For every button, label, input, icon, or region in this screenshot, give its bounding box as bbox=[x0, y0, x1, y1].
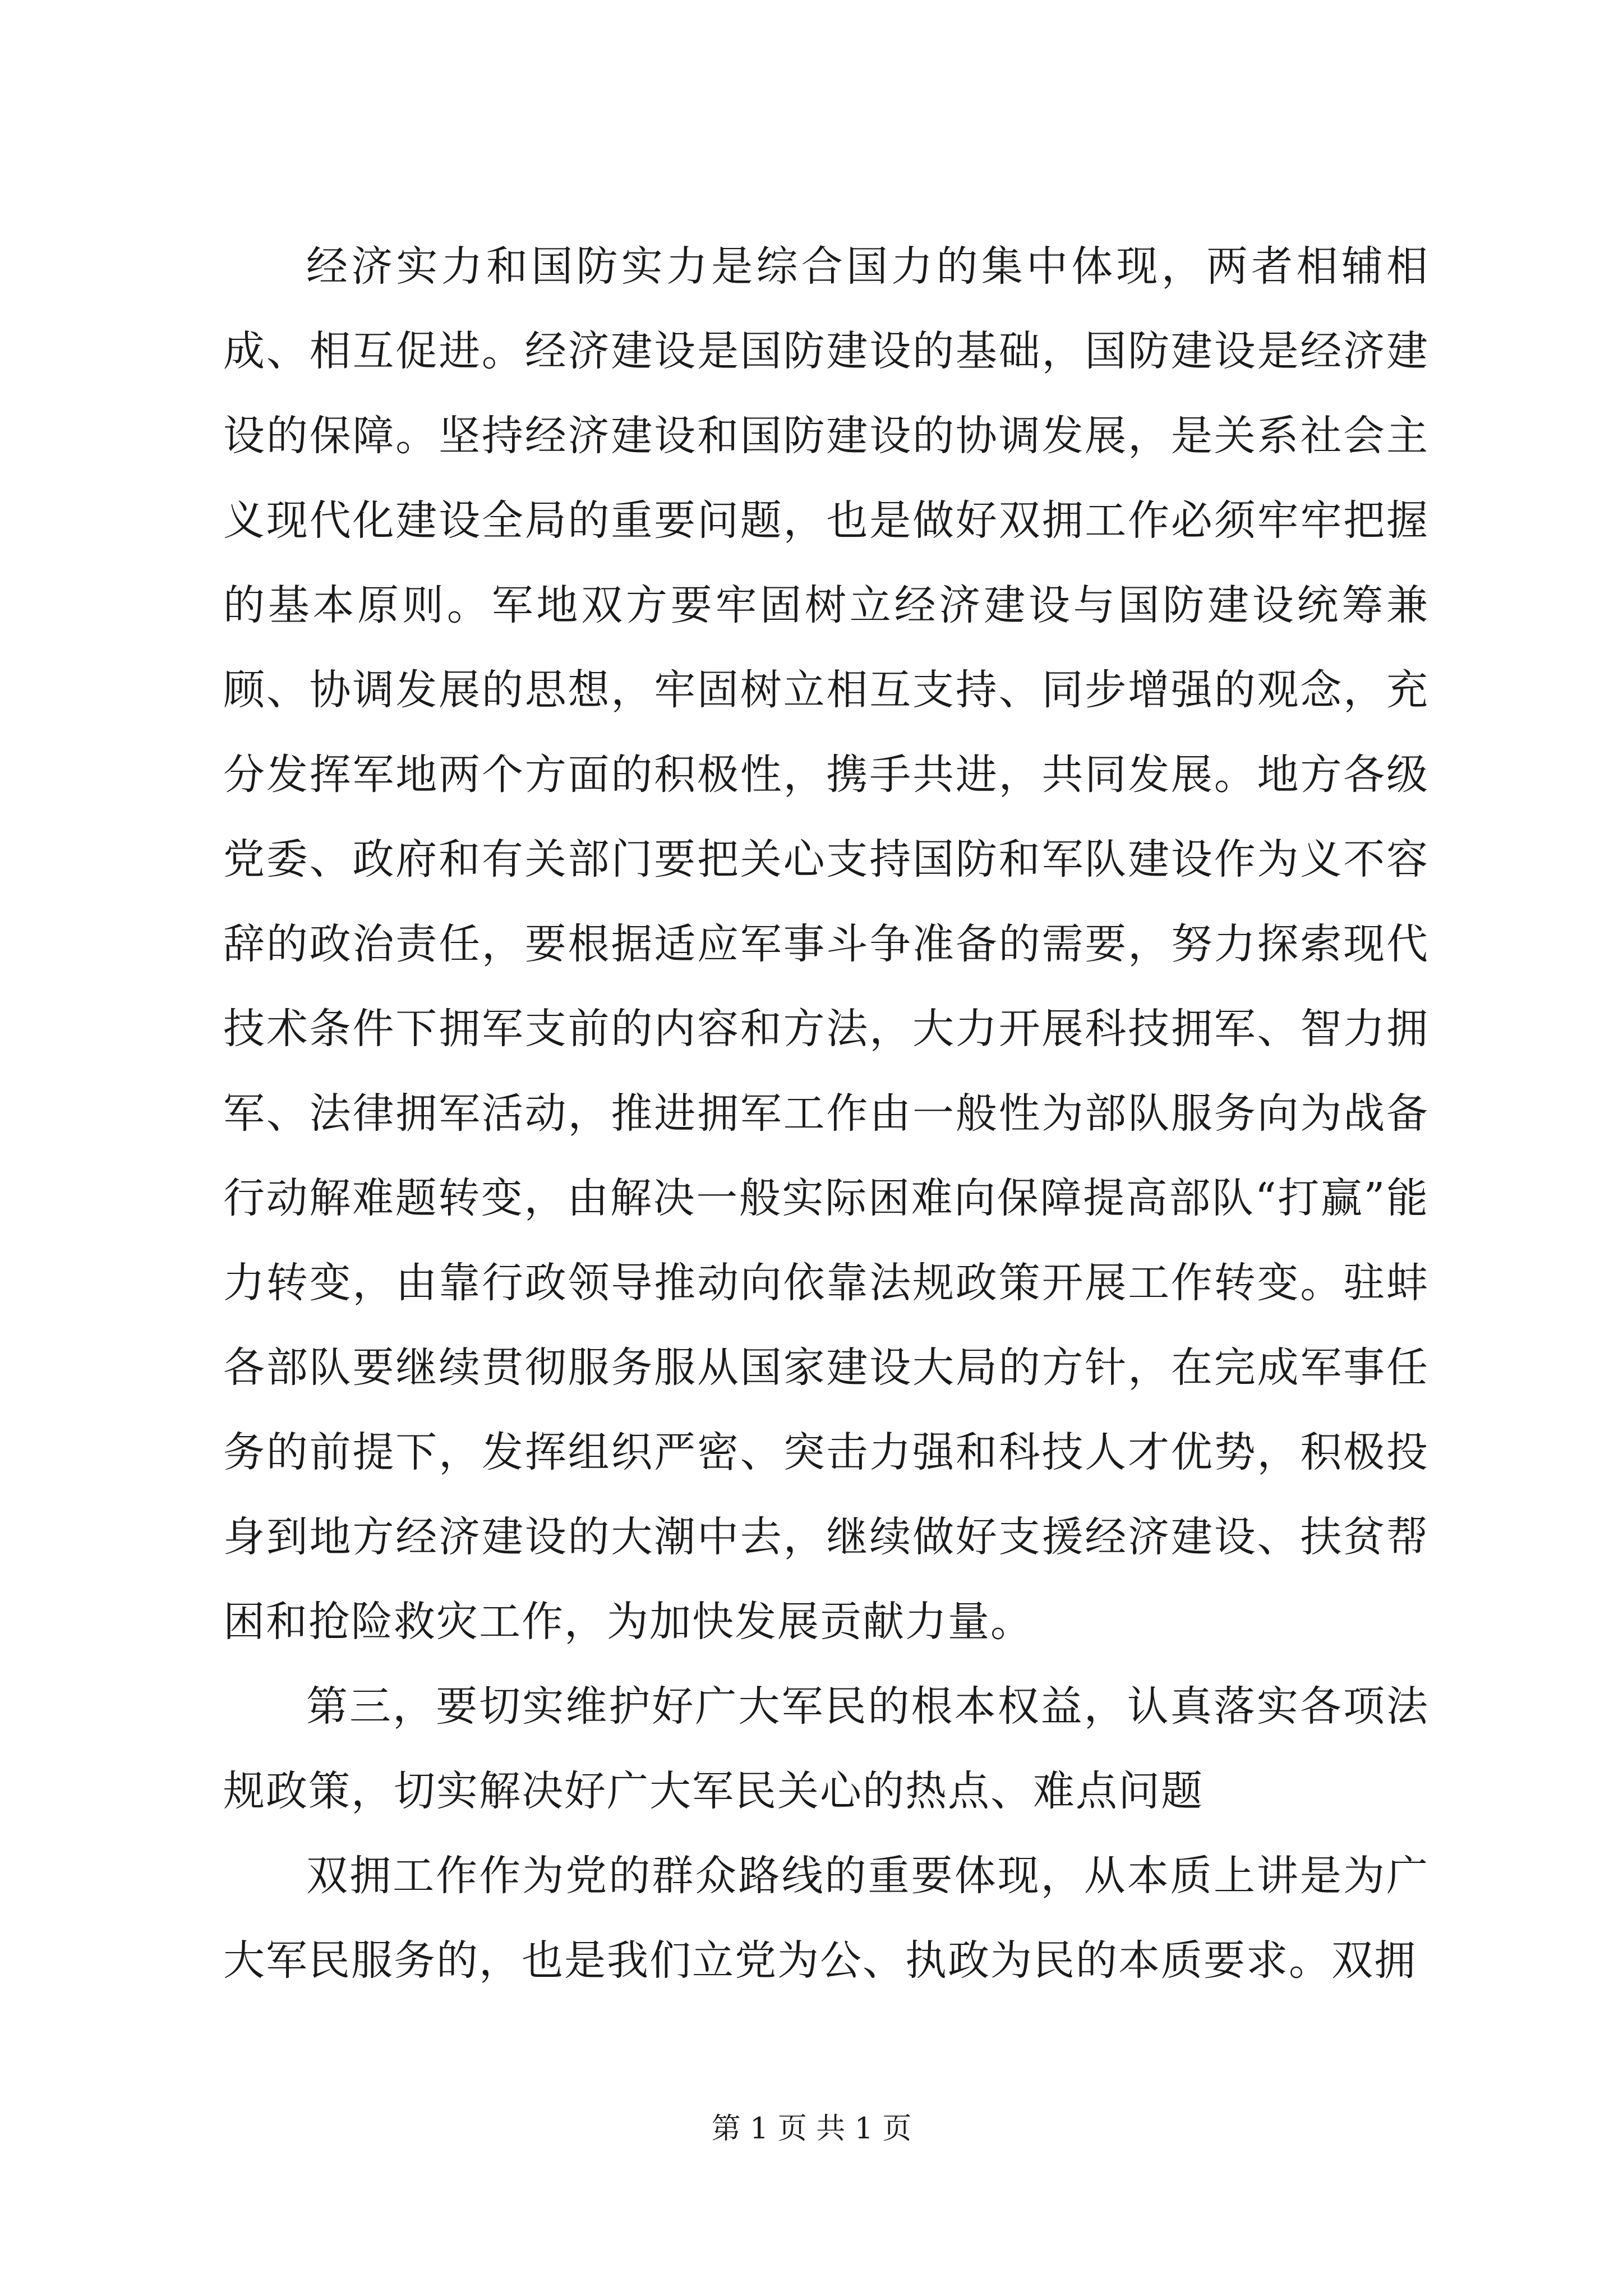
document-body bbox=[223, 224, 1429, 2003]
paragraph-mass-line: 双拥工作作为党的群众路线的重要体现，从本质上讲是为广大军民服务的，也是我们立党为公、执政为民的本质要求。双拥 bbox=[223, 1852, 1429, 1985]
paragraph-section-three-heading: 第三，要切实维护好广大军民的根本权益，认真落实各项法规政策，切实解决好广大军民关心的热点、难点问题 bbox=[223, 1682, 1429, 1815]
page-footer: 第 1 页 共 1 页 bbox=[711, 2112, 912, 2146]
paragraph-economy-defense: 经济实力和国防实力是综合国力的集中体现，两者相辅相成、相互促进。经济建设是国防建设的基础，国防建设是经济建设的保障。坚持经济建设和国防建设的协调发展，是关系社会主义现代化建设全局的重要问题，也是做好双拥工作必须牢牢把握的基本原则。军地双方要牢固树立经济建设与国防建设统筹兼顾、协调发展的思想，牢固树立相互支持、同步增强的观念，充分发挥军地两个方面的积极性，携手共进，共同发展。地方各级党委、政府和有关部门要把关心支持国防和军队建设作为义不容辞的政治责任，要根据适应军事斗争准备的需要，努力探索现代技术条件下拥军支前的内容和方法，大力开展科技拥军、智力拥军、法律拥军活动，推进拥军工作由一般性为部队服务向为战备行动解难题转变，由解决一般实际困难向保障提高部队“打赢”能力转变，由靠行政领导推动向依靠法规政策开展工作转变。驻蚌各部队要继续贯彻服务服从国家建设大局的方针，在完成军事任务的前提下，发挥组织严密、突击力强和科技人才优势，积极投身到地方经济建设的大潮中去，继续做好支援经济建设、扶贫帮困和抢险救灾工作，为加快发展贡献力量。 bbox=[223, 242, 1429, 1646]
